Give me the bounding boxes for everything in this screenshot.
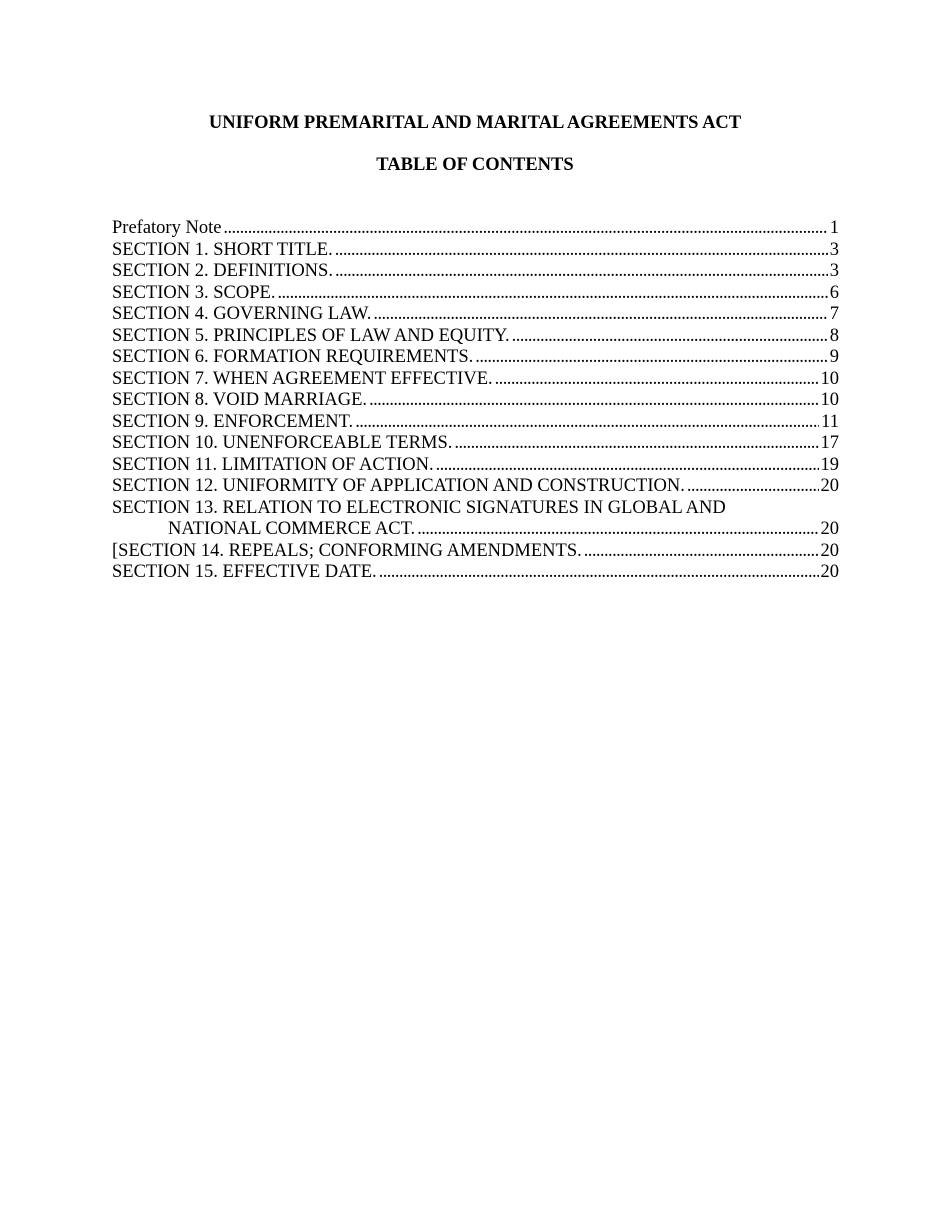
toc-leader-dots — [687, 476, 819, 498]
toc-entry-label-continuation: NATIONAL COMMERCE ACT. — [168, 519, 416, 539]
toc-entry-page: 1 — [829, 218, 839, 238]
toc-entry-label: SECTION 7. WHEN AGREEMENT EFFECTIVE. — [112, 368, 493, 389]
toc-entry-label: SECTION 1. SHORT TITLE. — [112, 239, 333, 260]
toc-entry-section-7[interactable] — [112, 369, 839, 391]
toc-entry-page: 10 — [820, 390, 839, 410]
toc-entry-label: SECTION 6. FORMATION REQUIREMENTS. — [112, 347, 474, 367]
toc-entry-section-5[interactable] — [112, 326, 839, 348]
toc-entry-section-14[interactable] — [112, 541, 839, 563]
toc-entry-section-10[interactable] — [112, 433, 839, 455]
toc-leader-dots — [512, 326, 828, 348]
toc-leader-dots — [277, 283, 827, 305]
toc-entry-section-9[interactable] — [112, 412, 839, 434]
toc-entry-label: SECTION 5. PRINCIPLES OF LAW AND EQUITY. — [112, 325, 510, 346]
toc-leader-dots — [373, 304, 827, 326]
toc-entry-page: 20 — [820, 540, 839, 561]
toc-leader-dots — [475, 347, 827, 369]
toc-entry-section-12[interactable] — [112, 476, 839, 498]
toc-entry-section-13[interactable] — [112, 498, 839, 520]
toc-entry-label: [SECTION 14. REPEALS; CONFORMING AMENDMENTS. — [112, 540, 582, 561]
toc-leader-dots — [379, 562, 819, 584]
toc-entry-page: 8 — [829, 325, 839, 346]
toc-entry-section-1[interactable] — [112, 240, 839, 262]
toc-entry-section-13-continued[interactable] — [112, 519, 839, 541]
toc-heading: TABLE OF CONTENTS — [376, 155, 574, 175]
toc-leader-dots — [584, 541, 819, 563]
toc-entry-page: 7 — [829, 304, 839, 324]
toc-entry-label: SECTION 13. RELATION TO ELECTRONIC SIGNATURES IN GLOBAL AND — [112, 497, 726, 518]
document-title: UNIFORM PREMARITAL AND MARITAL AGREEMENTS ACT — [208, 113, 742, 133]
toc-entry-label: SECTION 8. VOID MARRIAGE. — [112, 390, 368, 410]
toc-entry-section-4[interactable] — [112, 304, 839, 326]
toc-entry-page: 3 — [829, 239, 839, 260]
toc-entry-prefatory-note[interactable] — [112, 218, 839, 240]
toc-entry-page: 19 — [820, 454, 839, 475]
toc-entry-label: SECTION 9. ENFORCEMENT. — [112, 411, 354, 432]
toc-entry-label: SECTION 12. UNIFORMITY OF APPLICATION AND CONSTRUCTION. — [112, 476, 685, 496]
toc-entry-section-11[interactable] — [112, 455, 839, 477]
toc-entry-page: 17 — [820, 433, 839, 453]
toc-entry-section-8[interactable] — [112, 390, 839, 412]
toc-entry-label: SECTION 4. GOVERNING LAW. — [112, 304, 372, 324]
toc-entry-label: SECTION 10. UNENFORCEABLE TERMS. — [112, 433, 453, 453]
toc-entry-section-6[interactable] — [112, 347, 839, 369]
toc-leader-dots — [223, 218, 827, 240]
toc-entry-page: 20 — [820, 476, 839, 496]
toc-entry-page: 20 — [820, 519, 839, 539]
toc-leader-dots — [495, 369, 819, 391]
toc-entry-label: SECTION 3. SCOPE. — [112, 282, 276, 303]
table-of-contents — [112, 218, 839, 584]
toc-entry-page: 20 — [820, 562, 839, 582]
toc-leader-dots — [417, 519, 818, 541]
toc-leader-dots — [454, 433, 818, 455]
toc-leader-dots — [369, 390, 818, 412]
toc-leader-dots — [335, 261, 828, 283]
toc-entry-label: SECTION 2. DEFINITIONS. — [112, 261, 333, 281]
toc-entry-section-3[interactable] — [112, 283, 839, 305]
toc-entry-page: 11 — [821, 411, 839, 432]
toc-leader-dots — [355, 412, 819, 434]
toc-leader-dots — [335, 240, 828, 262]
toc-entry-page: 10 — [820, 368, 839, 389]
toc-entry-section-2[interactable] — [112, 261, 839, 283]
toc-entry-label: SECTION 15. EFFECTIVE DATE. — [112, 562, 377, 582]
toc-leader-dots — [436, 455, 819, 477]
toc-entry-section-15[interactable] — [112, 562, 839, 584]
toc-entry-page: 6 — [829, 282, 839, 303]
toc-entry-page: 9 — [829, 347, 839, 367]
toc-entry-label: Prefatory Note — [112, 218, 222, 238]
toc-entry-label: SECTION 11. LIMITATION OF ACTION. — [112, 454, 434, 475]
toc-entry-page: 3 — [829, 261, 839, 281]
